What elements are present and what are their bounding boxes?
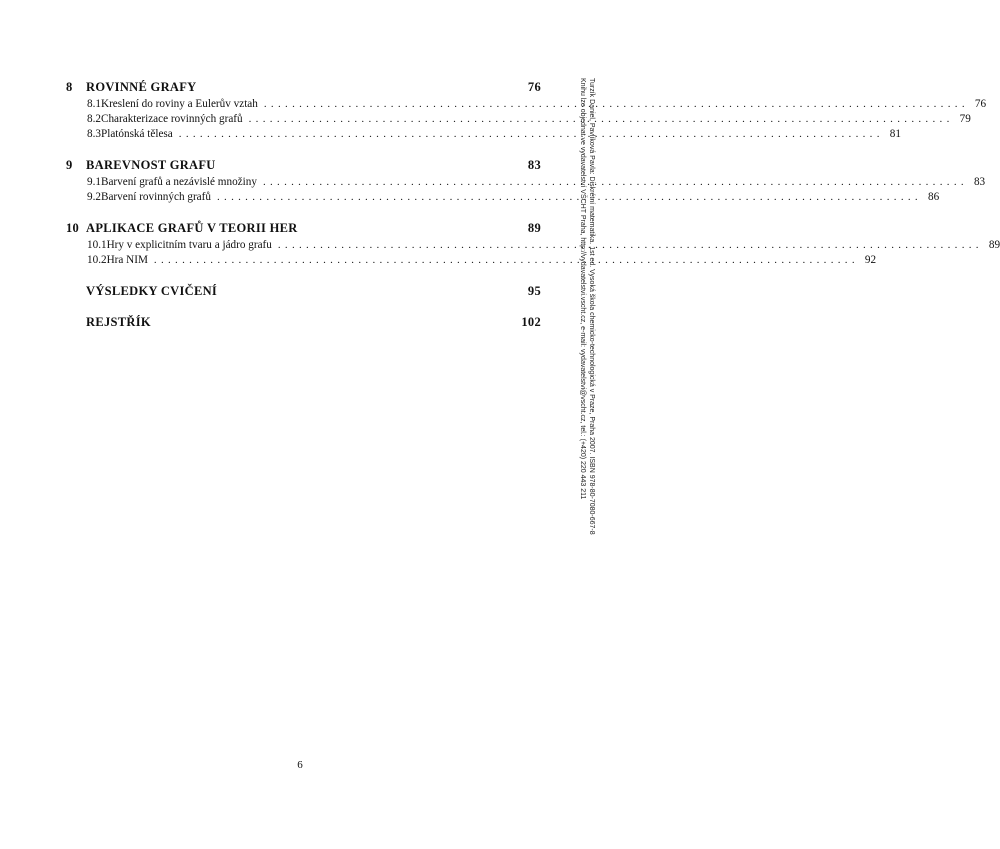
chapter-page: 83 <box>527 158 541 172</box>
section-page: 89 <box>988 239 1000 251</box>
chapter-title: ROVINNÉ GRAFY <box>86 80 197 94</box>
chapter-number: 8 <box>66 80 73 94</box>
section-page: 83 <box>973 176 986 188</box>
toc-chapter-10[interactable] <box>66 221 541 236</box>
section-title: Hry v explicitním tvaru a jádro grafu <box>106 239 272 251</box>
chapter-page: 95 <box>527 284 541 298</box>
chapter-number: 10 <box>66 221 80 235</box>
chapter-page: 102 <box>521 315 541 329</box>
section-page: 79 <box>959 113 971 125</box>
section-number: 8.3 <box>87 128 101 140</box>
section-title: Barvení grafů a nezávislé množiny <box>100 176 257 188</box>
section-number: 9.1 <box>87 176 101 188</box>
chapter-title: VÝSLEDKY CVIČENÍ <box>86 284 218 298</box>
toc-section[interactable] <box>66 112 971 127</box>
section-number: 8.2 <box>87 113 101 125</box>
citation-sidebar <box>574 78 604 608</box>
dot-leader: .................................................................................................... <box>216 191 922 203</box>
dot-leader: .................................................................................................... <box>263 98 969 110</box>
toc-section[interactable] <box>66 238 1000 253</box>
dot-leader: .................................................................................................... <box>262 176 968 188</box>
section-title: Barvení rovinných grafů <box>100 191 211 203</box>
section-number: 10.2 <box>87 254 107 266</box>
section-title: Kreslení do roviny a Eulerův vztah <box>100 98 258 110</box>
dot-leader: .................................................................................................... <box>248 113 954 125</box>
citation-line: Turzík Daniel, Pavlíková Pavla: Diskrétní matematika. 1st ed. Vysoká škola chemicko-technologická v Praze, Praha 2007. ISBN 978-80-7080-667-8 <box>588 78 595 535</box>
dot-leader: .................................................................................................... <box>153 254 859 266</box>
section-page: 92 <box>864 254 877 266</box>
section-title: Platónská tělesa <box>100 128 173 140</box>
chapter-page: 76 <box>527 80 541 94</box>
section-title: Charakterizace rovinných grafů <box>100 113 243 125</box>
order-info-line: Knihu lze objednat ve vydavatelství VŠCHT Praha, http://vydavatelstvi.vscht.cz, e-mail: vydavatelstvi@vscht.cz, tel.: (+420) 220 443 211 <box>579 78 586 500</box>
page-number: 6 <box>297 759 303 771</box>
section-number: 10.1 <box>87 239 107 251</box>
toc-appendix-index[interactable] <box>66 315 541 330</box>
toc-chapter-8[interactable] <box>66 80 541 95</box>
toc-section[interactable] <box>66 97 987 112</box>
toc-section[interactable] <box>66 175 986 190</box>
toc-appendix-results[interactable] <box>66 284 541 299</box>
dot-leader: .................................................................................................... <box>277 239 983 251</box>
toc-section[interactable] <box>66 253 877 268</box>
section-page: 86 <box>927 191 940 203</box>
toc-section[interactable] <box>66 190 940 205</box>
section-number: 8.1 <box>87 98 101 110</box>
dot-leader: .................................................................................................... <box>178 128 884 140</box>
chapter-title: REJSTŘÍK <box>86 315 151 329</box>
chapter-page: 89 <box>527 221 541 235</box>
chapter-title: BAREVNOST GRAFU <box>86 158 216 172</box>
chapter-title: APLIKACE GRAFŮ V TEORII HER <box>86 221 298 235</box>
section-page: 81 <box>889 128 901 140</box>
toc-chapter-9[interactable] <box>66 158 541 173</box>
section-title: Hra NIM <box>106 254 148 266</box>
citation-text <box>574 78 596 608</box>
section-number: 9.2 <box>87 191 101 203</box>
section-page: 76 <box>974 98 987 110</box>
toc-section[interactable] <box>66 127 901 142</box>
chapter-number: 9 <box>66 158 73 172</box>
